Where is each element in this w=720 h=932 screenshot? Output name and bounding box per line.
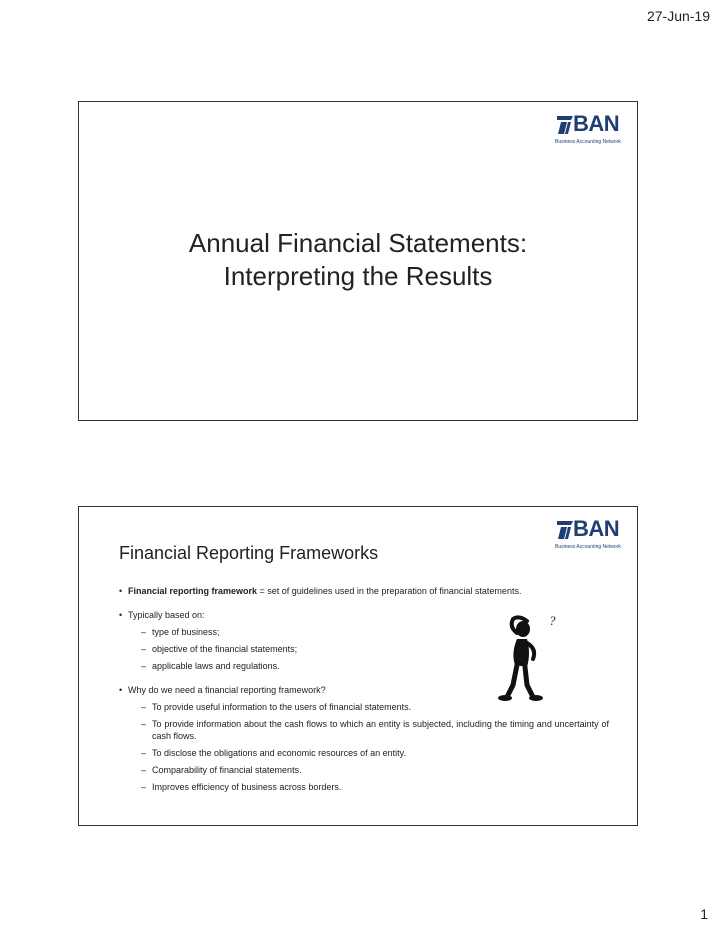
list-item: – Comparability of financial statements. <box>119 764 609 776</box>
list-item: – objective of the financial statements; <box>119 643 609 655</box>
list-item: – type of business; <box>119 626 609 638</box>
title-line-2: Interpreting the Results <box>223 261 493 291</box>
logo-mark-icon <box>555 114 575 136</box>
header-date: 27-Jun-19 <box>646 8 710 24</box>
slide-main-title <box>79 227 637 293</box>
why-list <box>119 701 609 793</box>
slide-title <box>78 101 638 421</box>
definition-text: = set of guidelines used in the preparation of financial statements. <box>257 586 522 596</box>
question-mark-glyph: ? <box>549 613 556 628</box>
list-item: – To provide information about the cash flows to which an entity is subjected, including the timing and uncertainty of cash flows. <box>119 718 609 742</box>
logo-text: BAN <box>573 516 620 541</box>
ban-logo <box>555 516 629 553</box>
page-number: 1 <box>700 906 708 922</box>
thinking-person-icon <box>497 611 563 703</box>
definition-term: Financial reporting framework <box>128 586 258 596</box>
bullet-definition <box>119 585 609 597</box>
logo-subtitle: Business Accounting Network <box>555 544 621 550</box>
logo-text: BAN <box>573 111 620 136</box>
list-item: – applicable laws and regulations. <box>119 660 609 672</box>
slide-heading: Financial Reporting Frameworks <box>119 543 379 563</box>
logo-subtitle: Business Accounting Network <box>555 139 621 145</box>
logo-mark-icon <box>555 519 575 541</box>
ban-logo <box>555 111 629 148</box>
slide-frameworks <box>78 506 638 826</box>
list-item: – Improves efficiency of business across borders. <box>119 781 609 793</box>
title-line-1: Annual Financial Statements: <box>188 228 528 258</box>
list-item: – To provide useful information to the users of financial statements. <box>119 701 609 713</box>
bullet-based-on: • Typically based on: <box>119 609 609 621</box>
bullet-why: • Why do we need a financial reporting framework? <box>119 684 609 696</box>
list-item: – To disclose the obligations and economic resources of an entity. <box>119 747 609 759</box>
